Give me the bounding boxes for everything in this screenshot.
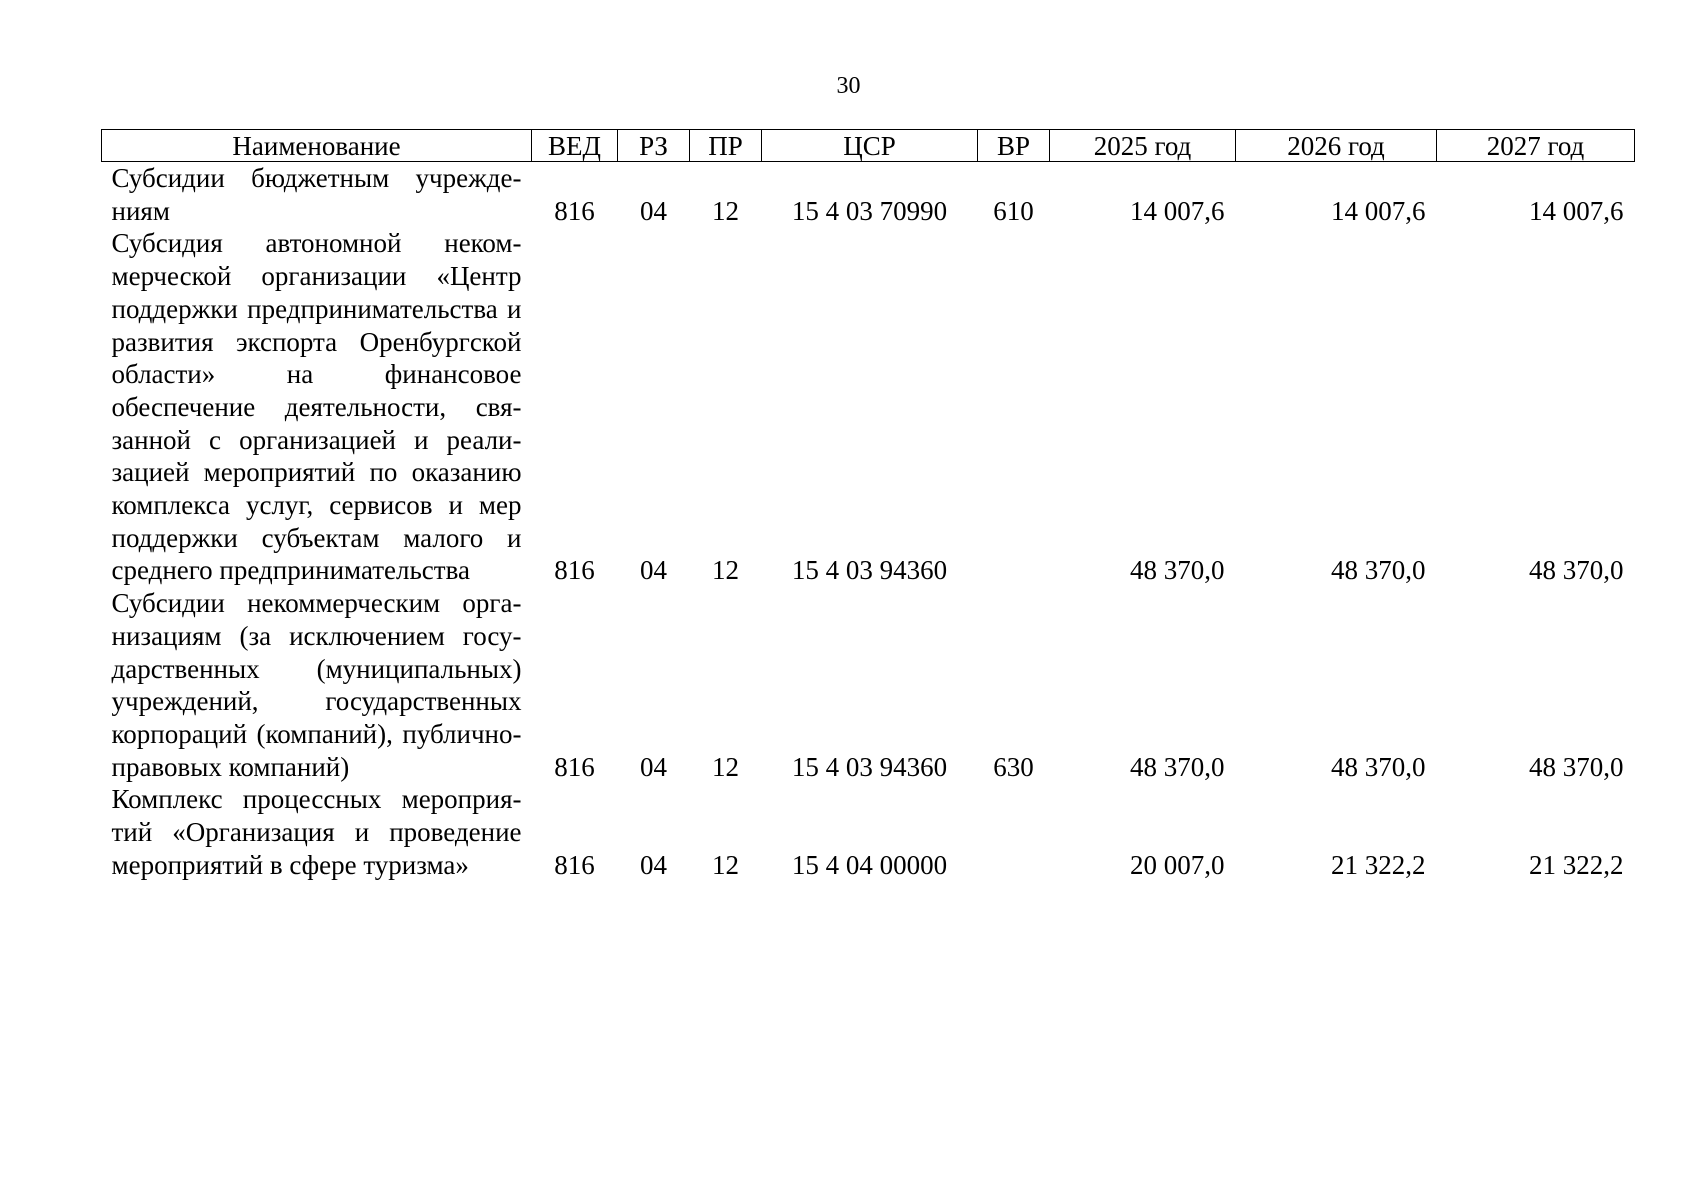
row-ved: 816 xyxy=(554,751,595,782)
row-ved: 816 xyxy=(554,555,595,586)
row-pr: 12 xyxy=(712,751,739,782)
table-row xyxy=(102,227,1635,587)
row-vr xyxy=(978,227,1050,587)
page-number: 30 xyxy=(836,73,861,99)
header-name: Наименование xyxy=(102,130,532,162)
header-vr: ВР xyxy=(978,130,1050,162)
row-vr: 630 xyxy=(993,751,1034,782)
row-2027: 48 370,0 xyxy=(1529,751,1624,782)
header-2026: 2026 год xyxy=(1236,130,1437,162)
row-2026: 48 370,0 xyxy=(1331,555,1426,586)
row-rz: 04 xyxy=(640,555,667,586)
row-rz: 04 xyxy=(640,195,667,226)
header-rz: РЗ xyxy=(618,130,690,162)
row-csr: 15 4 03 70990 xyxy=(791,195,948,226)
row-2025: 14 007,6 xyxy=(1130,195,1225,226)
row-pr: 12 xyxy=(712,849,739,880)
row-name: Субсидии некоммерческим организациям (за исключением государственных (муниципальных) учреждений, государственных корпораций (компаний), публично-правовых компаний) xyxy=(111,588,522,782)
row-rz: 04 xyxy=(640,849,667,880)
row-ved: 816 xyxy=(554,849,595,880)
header-csr: ЦСР xyxy=(762,130,978,162)
header-2025: 2025 год xyxy=(1050,130,1236,162)
row-name: Комплекс процессных мероприятий «Организация и проведение мероприятий в сфере туризма» xyxy=(111,784,522,880)
row-name: Субсидия автономной некоммерческой организации «Центр поддержки предпринимательства и развития экспорта Оренбургской области» на финансовое обеспечение деятельности, связанной с организацией и реализацией мероприятий по оказанию комплекса услуг, сервисов и мер поддержки субъектам малого и среднего предпринимательства xyxy=(111,228,522,586)
row-2027: 48 370,0 xyxy=(1529,555,1624,586)
row-vr xyxy=(978,783,1050,881)
row-csr: 15 4 03 94360 xyxy=(791,751,948,782)
table-row xyxy=(102,162,1635,228)
budget-table xyxy=(101,129,1635,881)
row-pr: 12 xyxy=(712,555,739,586)
header-2027: 2027 год xyxy=(1437,130,1635,162)
row-vr: 610 xyxy=(993,195,1034,226)
table-row xyxy=(102,783,1635,881)
row-2025: 48 370,0 xyxy=(1130,751,1225,782)
row-2026: 14 007,6 xyxy=(1331,195,1426,226)
row-2027: 21 322,2 xyxy=(1529,849,1624,880)
header-pr: ПР xyxy=(690,130,762,162)
row-name: Субсидии бюджетным учреждениям xyxy=(111,163,522,226)
row-csr: 15 4 03 94360 xyxy=(791,555,948,586)
row-2025: 20 007,0 xyxy=(1130,849,1225,880)
row-2025: 48 370,0 xyxy=(1130,555,1225,586)
row-pr: 12 xyxy=(712,195,739,226)
row-2026: 48 370,0 xyxy=(1331,751,1426,782)
table-header xyxy=(102,130,1635,162)
row-2026: 21 322,2 xyxy=(1331,849,1426,880)
row-ved: 816 xyxy=(554,195,595,226)
table-row xyxy=(102,587,1635,783)
header-ved: ВЕД xyxy=(532,130,618,162)
table-body xyxy=(102,162,1635,882)
row-rz: 04 xyxy=(640,751,667,782)
row-csr: 15 4 04 00000 xyxy=(791,849,948,880)
row-2027: 14 007,6 xyxy=(1529,195,1624,226)
